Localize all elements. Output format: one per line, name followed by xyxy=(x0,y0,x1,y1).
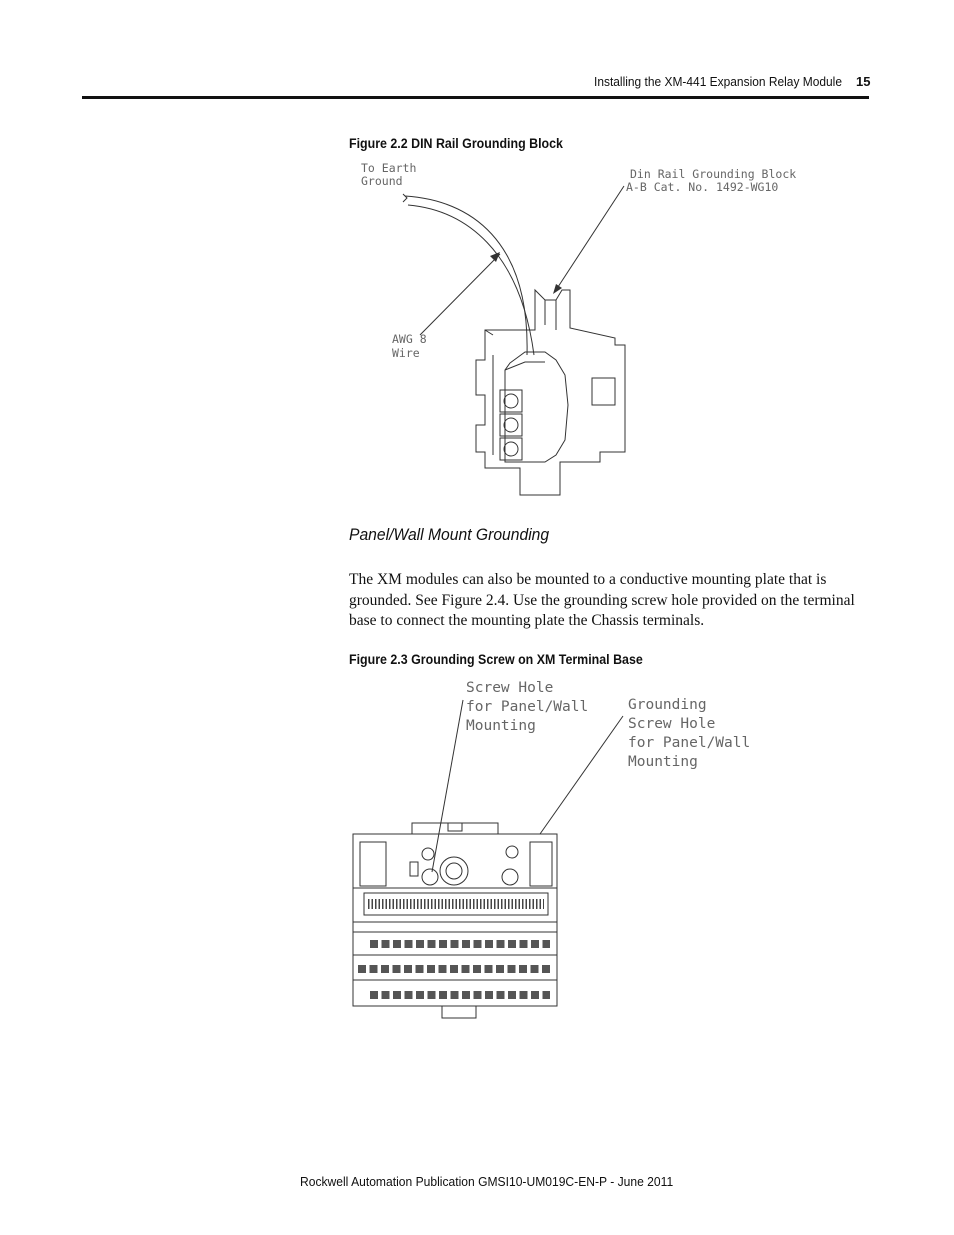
grounding-screw-hole-icon xyxy=(502,869,518,885)
page-number: 15 xyxy=(856,74,871,89)
figure-2-2-caption: Figure 2.2 DIN Rail Grounding Block xyxy=(349,136,563,151)
label-screw-hole: Screw Hole xyxy=(466,680,554,696)
leader-screw-hole xyxy=(432,700,463,872)
keyswitch-inner xyxy=(446,863,462,879)
right-latch xyxy=(530,842,552,886)
keyswitch-icon xyxy=(440,857,468,885)
label-for-panel-wall-1: for Panel/Wall xyxy=(466,699,589,715)
base-top-tab xyxy=(412,823,498,834)
label-for-panel-wall-2: for Panel/Wall xyxy=(628,735,751,751)
label-ground: Ground xyxy=(361,174,403,188)
running-header-title: Installing the XM-441 Expansion Relay Module xyxy=(594,74,842,89)
left-latch xyxy=(360,842,386,886)
figure-2-3-caption: Figure 2.3 Grounding Screw on XM Terminal Base xyxy=(349,652,643,667)
small-tab xyxy=(410,862,418,876)
ground-symbol-icon xyxy=(506,846,518,858)
indicator-icon xyxy=(422,848,434,860)
label-wire: Wire xyxy=(392,346,420,360)
label-awg8: AWG 8 xyxy=(392,332,427,346)
base-latch xyxy=(448,823,462,831)
page-footer: Rockwell Automation Publication GMSI10-UM019C-EN-P - June 2011 xyxy=(300,1174,674,1189)
label-mounting-1: Mounting xyxy=(466,718,536,734)
leader-grounding xyxy=(540,716,623,834)
label-din-block: Din Rail Grounding Block xyxy=(630,167,797,181)
label-screw-hole-2: Screw Hole xyxy=(628,716,716,732)
section-heading: Panel/Wall Mount Grounding xyxy=(349,526,550,544)
label-grounding: Grounding xyxy=(628,697,707,713)
label-mounting-2: Mounting xyxy=(628,754,698,770)
base-bottom-tab xyxy=(442,1006,476,1018)
body-paragraph: The XM modules can also be mounted to a conductive mounting plate that is grounded. See Figure 2.4. Use the grounding screw hole provided on the terminal base to connect the mounting plate the Chassis terminals. xyxy=(349,571,855,629)
label-to-earth: To Earth xyxy=(361,161,417,175)
label-catalog-number: A-B Cat. No. 1492-WG10 xyxy=(626,180,779,194)
screw-hole-panel-icon xyxy=(422,869,438,885)
